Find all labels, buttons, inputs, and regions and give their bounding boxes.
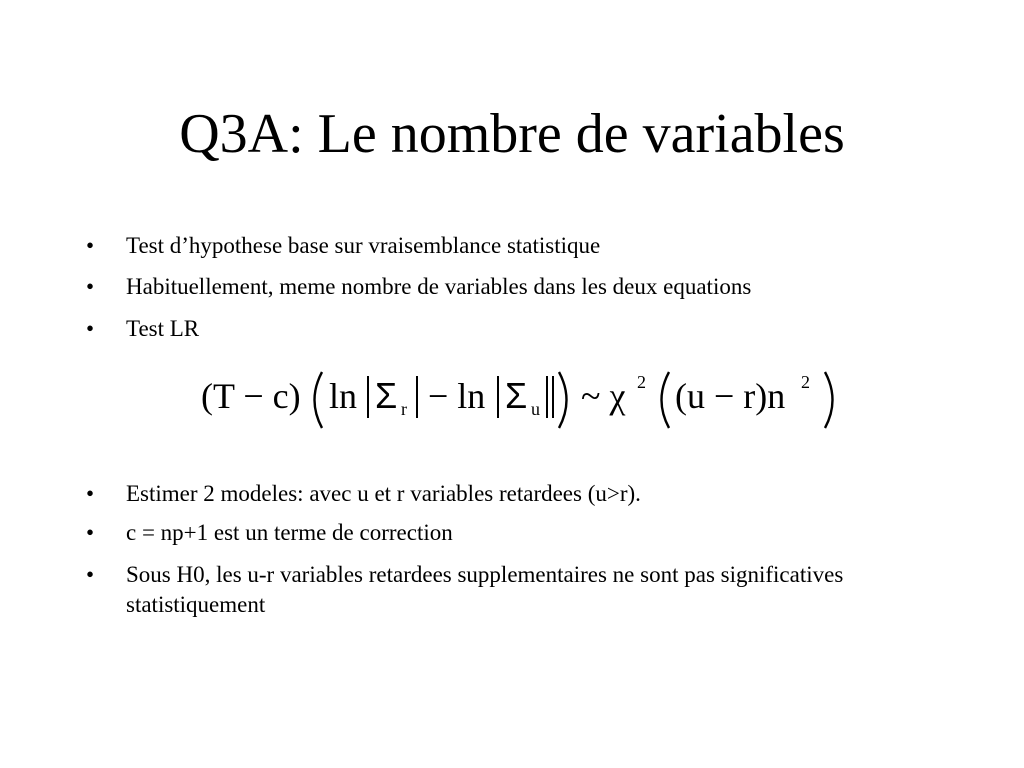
formula-sub-u: u xyxy=(531,399,540,419)
big-left-paren-icon xyxy=(315,372,323,428)
slide-title: Q3A: Le nombre de variables xyxy=(179,103,845,165)
formula-sup-2b: 2 xyxy=(801,372,810,392)
big-left-paren-icon xyxy=(662,372,670,428)
formula-ln: ln xyxy=(329,376,358,416)
formula-svg xyxy=(195,360,855,440)
formula-tilde-chi: ~ χ xyxy=(581,376,626,416)
bullet-item xyxy=(86,560,926,620)
bullet-item xyxy=(86,314,926,344)
formula-sigma-r: Σ xyxy=(375,375,398,416)
bullet-item xyxy=(86,231,926,261)
bullet-item xyxy=(86,518,926,548)
bullet-text: c = np+1 est un terme de correction xyxy=(126,520,453,545)
bullet-dot-icon: • xyxy=(86,562,95,587)
bullet-dot-icon: • xyxy=(86,274,95,299)
formula-sub-r: r xyxy=(401,399,407,419)
bullet-text: Habituellement, meme nombre de variables dans les deux equations xyxy=(126,274,752,299)
bullet-dot-icon: • xyxy=(86,233,95,258)
bullet-text: Test d’hypothese base sur vraisemblance statistique xyxy=(126,233,601,258)
bullet-text: Estimer 2 modeles: avec u et r variables retardees (u>r). xyxy=(126,481,641,506)
formula-sup-2: 2 xyxy=(637,372,646,392)
big-right-paren-icon xyxy=(825,372,833,428)
formula-sigma-u: Σ xyxy=(505,375,528,416)
bullet-text: Test LR xyxy=(126,316,200,341)
big-right-paren-icon xyxy=(559,372,567,428)
bullet-dot-icon: • xyxy=(86,520,95,545)
formula-minus-ln: − ln xyxy=(428,376,486,416)
bullet-text: Sous H0, les u-r variables retardees supplementaires ne sont pas significatives statistiquement xyxy=(126,562,844,617)
formula-t-minus-c: (T − c) xyxy=(201,376,301,416)
bullet-item xyxy=(86,272,926,302)
lr-test-formula xyxy=(195,360,855,440)
bullet-item xyxy=(86,479,926,509)
bullet-dot-icon: • xyxy=(86,316,95,341)
formula-u-minus-r-n: (u − r)n xyxy=(675,376,786,416)
bullet-dot-icon: • xyxy=(86,481,95,506)
